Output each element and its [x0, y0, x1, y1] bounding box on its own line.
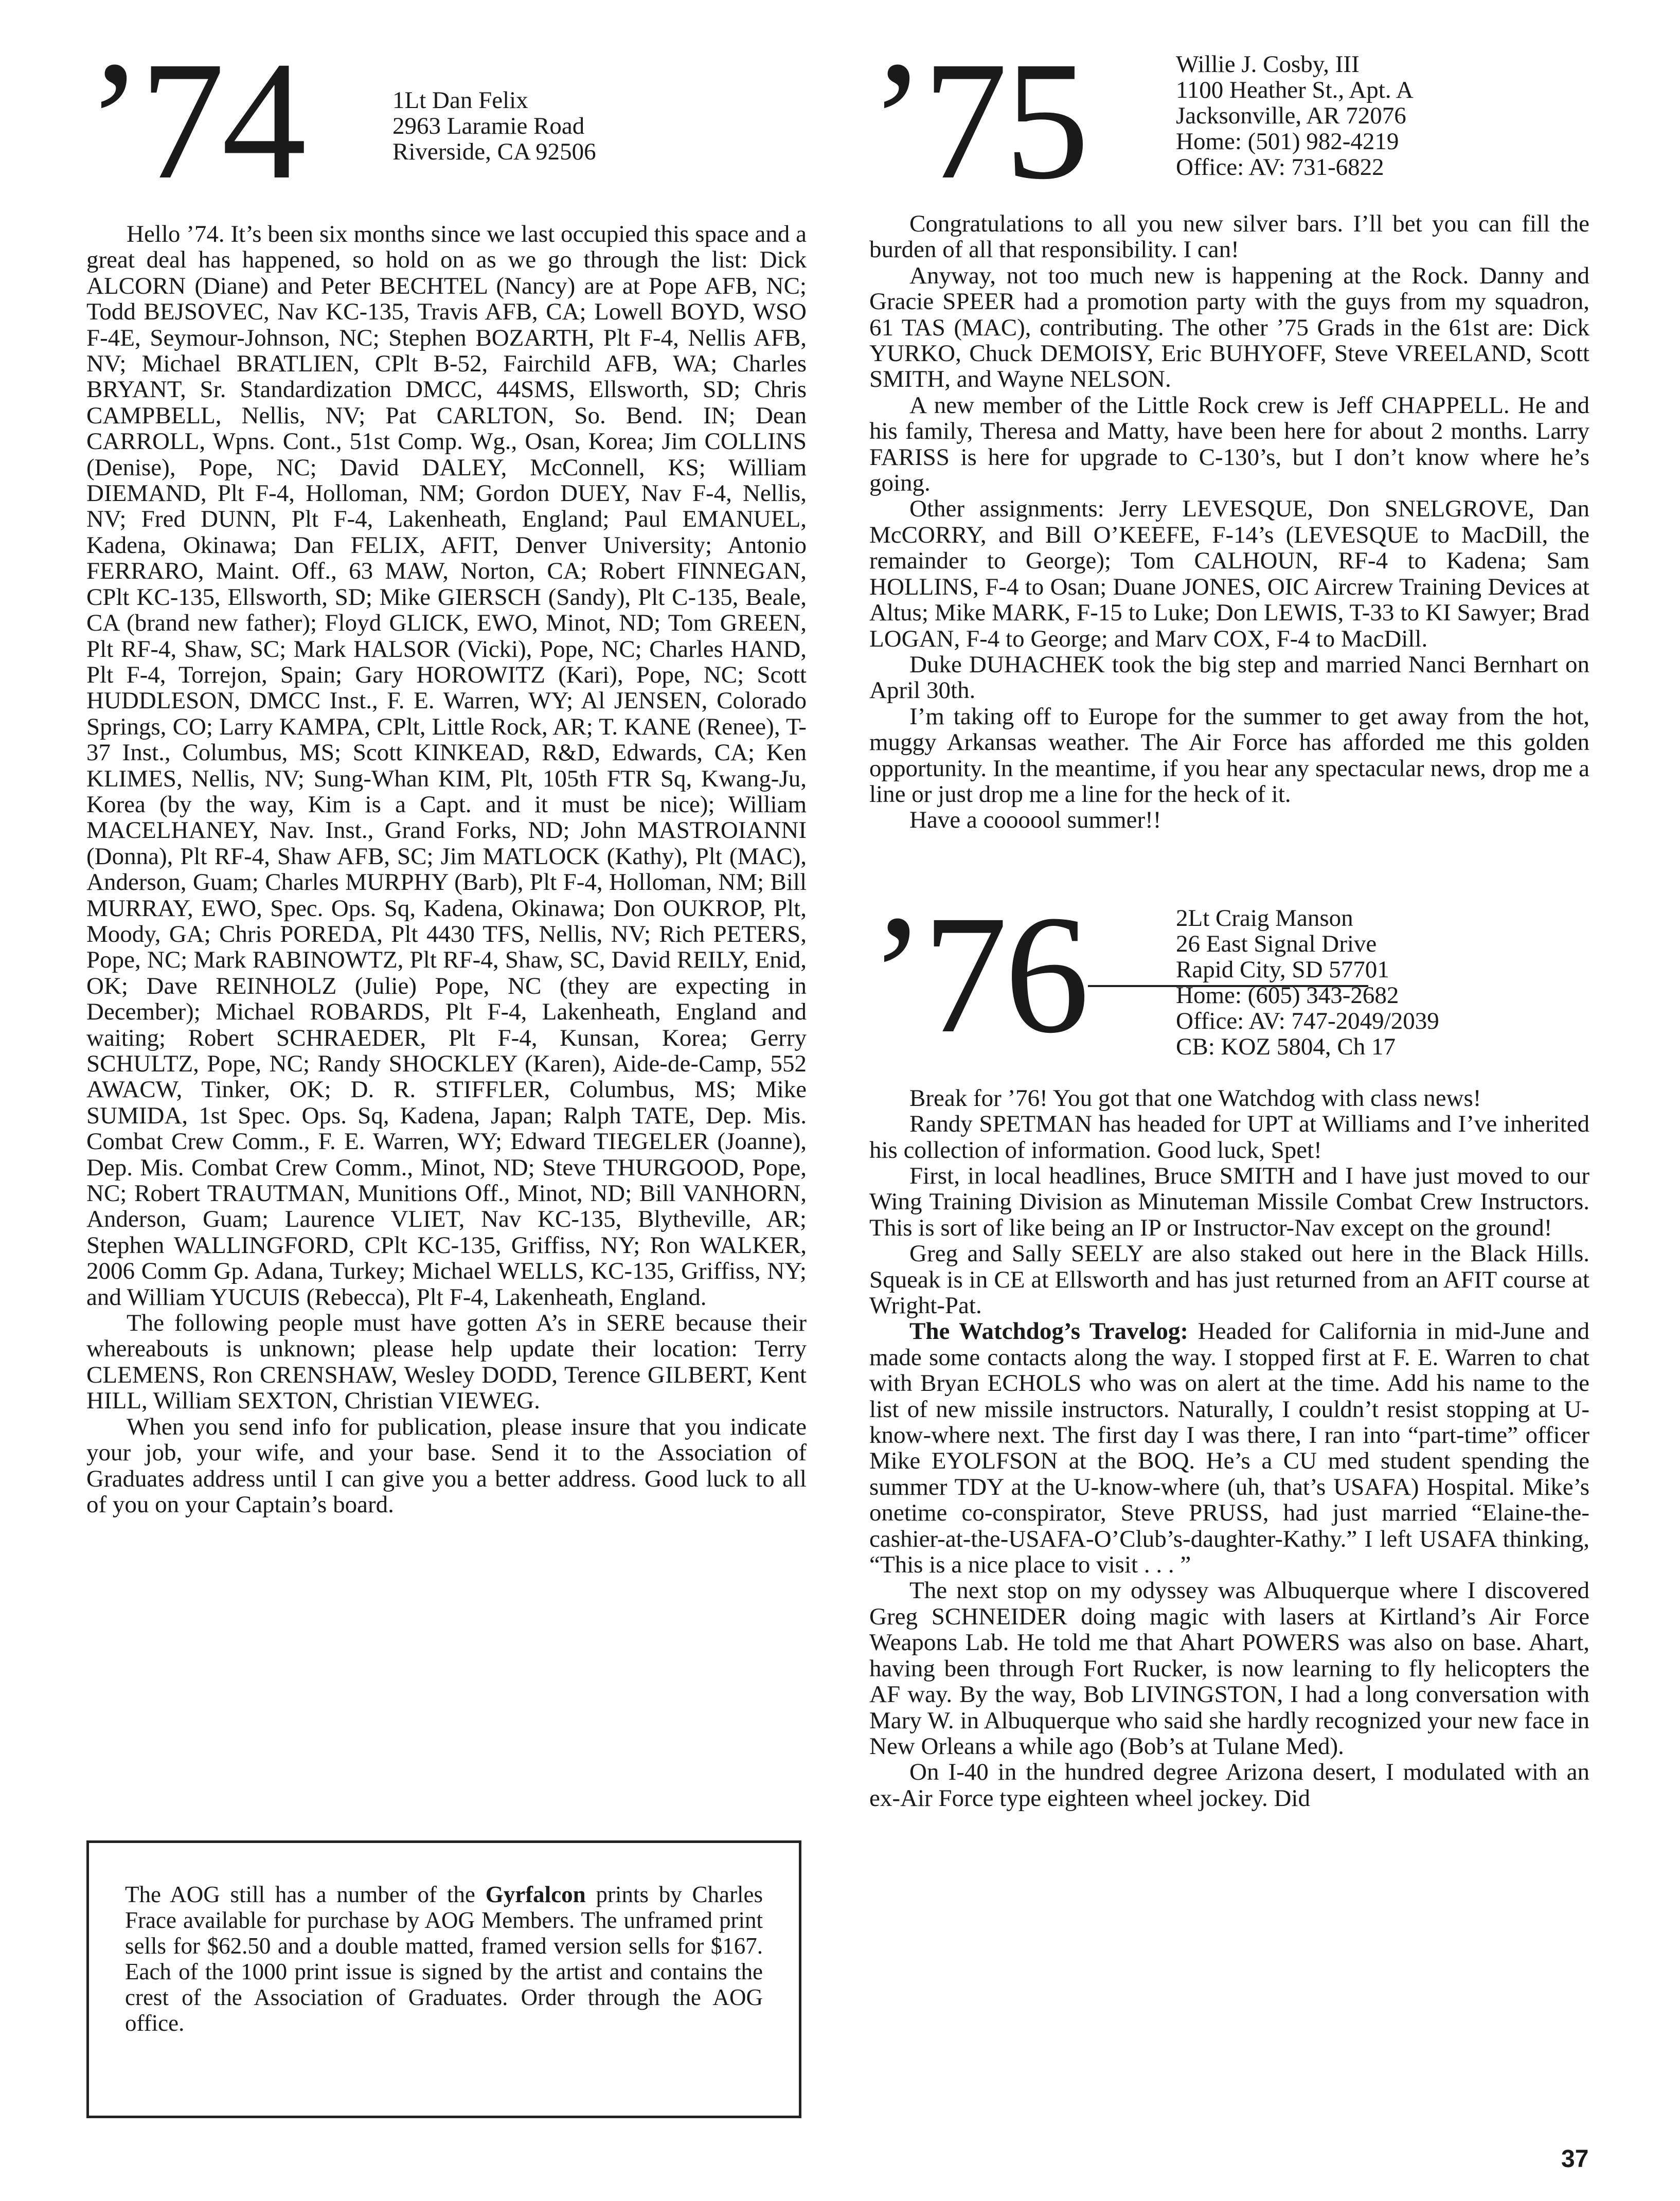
contact-line: 1Lt Dan Felix	[392, 87, 528, 114]
article-paragraph: Congratulations to all you new silver bars. I’ll bet you can fill the burden of all that responsibility. I can!	[869, 210, 1589, 263]
notice-text-start: The AOG still has a number of the	[125, 1882, 486, 1907]
gyrfalcon-print-notice	[86, 1840, 801, 2118]
article-paragraph: Greg and Sally SEELY are also staked out here in the Black Hills. Squeak is in CE at Ellsworth and has just returned from an AFIT course at Wright-Pat.	[869, 1240, 1589, 1319]
contact-line: 2Lt Craig Manson	[1176, 904, 1353, 932]
article-paragraph: When you send info for publication, please insure that you indicate your job, your wife, and your base. Send it to the Association of Graduates address until I can give you a better address. Good luck to all of you on your Captain’s board.	[86, 1413, 807, 1518]
section-divider	[1088, 985, 1368, 987]
travelog-heading: The Watchdog’s Travelog:	[909, 1318, 1189, 1345]
article-paragraph: Anyway, not too much new is happening at the Rock. Danny and Gracie SPEER had a promotion party with the guys from my squadron, 61 TAS (MAC), contributing. The other ’75 Grads in the 61st are: Dick YURKO, Chuck DEMOISY, Eric BUHYOFF, Steve VREELAND, Scott SMITH, and Wayne NELSON.	[869, 262, 1589, 393]
article-paragraph: Have a coooool summer!!	[909, 807, 1161, 834]
class-75-header	[869, 27, 1589, 214]
article-paragraph: Randy SPETMAN has headed for UPT at Williams and I’ve inherited his collection of information. Good luck, Spet!	[869, 1111, 1589, 1164]
class-76-correspondent	[1176, 905, 1439, 1060]
contact-line: Riverside, CA 92506	[392, 138, 596, 165]
travelog-text: Headed for California in mid-June and made some contacts along the way. I stopped first at F. E. Warren to chat with Bryan ECHOLS who was on alert at the time. Add his name to the list of new missile instructors. Naturally, I couldn’t resist stopping at U-know-where next. The first day I was there, I ran into “part-time” officer Mike EYOLFSON at the BOQ. He’s a CU med student spending the summer TDY at the U-know-where (uh, that’s USAFA) Hospital. Mike’s onetime co-conspirator, Steve PRUSS, had just married “Elaine-the-cashier-at-the-USAFA-O’Club’s-daughter-Kathy.” I left USAFA thinking, “This is a nice place to visit . . . ”	[869, 1318, 1589, 1579]
notice-text	[125, 1882, 763, 2036]
contact-line: Jacksonville, AR 72076	[1176, 102, 1406, 129]
class-75-correspondent	[1176, 51, 1414, 180]
class-74-column	[86, 27, 807, 1518]
contact-line: Willie J. Cosby, III	[1176, 51, 1360, 78]
article-paragraph: A new member of the Little Rock crew is Jeff CHAPPELL. He and his family, Theresa and Matty, have been here for about 2 months. Larry FARISS is here for upgrade to C-130’s, but I don’t know where he’s going.	[869, 391, 1589, 497]
class-76-body	[869, 1085, 1589, 1811]
page-number: 37	[1561, 2145, 1589, 2173]
class-year-75: ’75	[869, 27, 1086, 214]
contact-line: Office: AV: 731-6822	[1176, 154, 1384, 181]
class-year-76: ’76	[869, 880, 1086, 1068]
article-paragraph: Hello ’74. It’s been six months since we last occupied this space and a great deal has happened, so hold on as we go through the list: Dick ALCORN (Diane) and Peter BECHTEL (Nancy) are at Pope AFB, NC; Todd BEJSOVEC, Nav KC-135, Travis AFB, CA; Lowell BOYD, WSO F-4E, Seymour-Johnson, NC; Stephen BOZARTH, Plt F-4, Nellis AFB, NV; Michael BRATLIEN, CPlt B-52, Fairchild AFB, WA; Charles BRYANT, Sr. Standardization DMCC, 44SMS, Ellsworth, SD; Chris CAMPBELL, Nellis, NV; Pat CARLTON, So. Bend. IN; Dean CARROLL, Wpns. Cont., 51st Comp. Wg., Osan, Korea; Jim COLLINS (Denise), Pope, NC; David DALEY, McConnell, KS; William DIEMAND, Plt F-4, Holloman, NM; Gordon DUEY, Nav F-4, Nellis, NV; Fred DUNN, Plt F-4, Lakenheath, England; Paul EMANUEL, Kadena, Okinawa; Dan FELIX, AFIT, Denver University; Antonio FERRARO, Maint. Off., 63 MAW, Norton, CA; Robert FINNEGAN, CPlt KC-135, Ellsworth, SD; Mike GIERSCH (Sandy), Plt C-135, Beale, CA (brand new father); Floyd GLICK, EWO, Minot, ND; Tom GREEN, Plt RF-4, Shaw, SC; Mark HALSOR (Vicki), Pope, NC; Charles HAND, Plt F-4, Torrejon, Spain; Gary HOROWITZ (Kari), Pope, NC; Scott HUDDLESON, DMCC Inst., F. E. Warren, WY; Al JENSEN, Colorado Springs, CO; Larry KAMPA, CPlt, Little Rock, AR; T. KANE (Renee), T-37 Inst., Columbus, MS; Scott KINKEAD, R&D, Edwards, CA; Ken KLIMES, Nellis, NV; Sung-Whan KIM, Plt, 105th FTR Sq, Kwang-Ju, Korea (by the way, Kim is a Capt. and it must be nice); William MACELHANEY, Nav. Inst., Grand Forks, ND; John MASTROIANNI (Donna), Plt RF-4, Shaw AFB, SC; Jim MATLOCK (Kathy), Plt (MAC), Anderson, Guam; Charles MURPHY (Barb), Plt F-4, Holloman, NM; Bill MURRAY, EWO, Spec. Ops. Sq, Kadena, Okinawa; Don OUKROP, Plt, Moody, GA; Chris POREDA, Plt 4430 TFS, Nellis, NV; Rich PETERS, Pope, NC; Mark RABINOWTZ, Plt RF-4, Shaw, SC, David REILY, Enid, OK; Dave REINHOLZ (Julie) Pope, NC (they are expecting in December); Michael ROBARDS, Plt F-4, Lakenheath, England and waiting; Robert SCHRAEDER, Plt F-4, Kunsan, Korea; Gerry SCHULTZ, Pope, NC; Randy SHOCKLEY (Karen), Aide-de-Camp, 552 AWACW, Tinker, OK; D. R. STIFFLER, Columbus, MS; Mike SUMIDA, 1st Spec. Ops. Sq, Kadena, Japan; Ralph TATE, Dep. Mis. Combat Crew Comm., F. E. Warren, WY; Edward TIEGELER (Joanne), Dep. Mis. Combat Crew Comm., Minot, ND; Steve THURGOOD, Pope, NC; Robert TRAUTMAN, Munitions Off., Minot, ND; Bill VANHORN, Anderson, Guam; Laurence VLIET, Nav KC-135, Blytheville, AR; Stephen WALLINGFORD, CPlt KC-135, Griffiss, NY; Ron WALKER, 2006 Comm Gp. Adana, Turkey; Michael WELLS, KC-135, Griffiss, NY; and William YUCUIS (Rebecca), Plt F-4, Lakenheath, England.	[86, 221, 807, 1311]
class-76-header	[869, 880, 1589, 1085]
contact-line: Home: (501) 982-4219	[1176, 128, 1399, 155]
notice-text-end: prints by Charles Frace available for purchase by AOG Members. The unframed print sells for $62.50 and a double matted, framed version sells for $167. Each of the 1000 print issue is signed by the artist and contains the crest of the Association of Graduates. Order through the AOG office.	[125, 1882, 763, 2036]
article-paragraph: I’m taking off to Europe for the summer to get away from the hot, muggy Arkansas weather. The Air Force has afforded me this golden opportunity. In the meantime, if you hear any spectacular news, drop me a line or just drop me a line for the heck of it.	[869, 703, 1589, 808]
article-paragraph: On I-40 in the hundred degree Arizona desert, I modulated with an ex-Air Force type eighteen wheel jockey. Did	[869, 1759, 1589, 1812]
contact-line: 26 East Signal Drive	[1176, 930, 1377, 957]
article-paragraph: First, in local headlines, Bruce SMITH and I have just moved to our Wing Training Division as Minuteman Missile Combat Crew Instructors. This is sort of like being an IP or Instructor-Nav except on the ground!	[869, 1162, 1589, 1241]
class-75-body	[869, 211, 1589, 833]
contact-line: Rapid City, SD 57701	[1176, 956, 1389, 983]
contact-line: CB: KOZ 5804, Ch 17	[1176, 1033, 1396, 1060]
class-75-76-column	[869, 27, 1589, 1812]
class-74-header	[86, 27, 807, 221]
contact-line: Office: AV: 747-2049/2039	[1176, 1007, 1439, 1034]
contact-line: 1100 Heather St., Apt. A	[1176, 77, 1414, 103]
article-paragraph: Duke DUHACHEK took the big step and married Nanci Bernhart on April 30th.	[869, 651, 1589, 704]
contact-line: 2963 Laramie Road	[392, 113, 585, 139]
contact-line: Home: (605) 343-2682	[1176, 981, 1399, 1009]
class-74-body	[86, 221, 807, 1517]
article-paragraph: Other assignments: Jerry LEVESQUE, Don SNELGROVE, Dan McCORRY, and Bill O’KEEFE, F-14’s (LEVESQUE to MacDill, the remainder to George); Tom CALHOUN, RF-4 to Kadena; Sam HOLLINS, F-4 to Osan; Duane JONES, OIC Aircrew Training Devices at Altus; Mike MARK, F-15 to Luke; Don LEWIS, T-33 to KI Sawyer; Brad LOGAN, F-4 to George; and Marv COX, F-4 to MacDill.	[869, 495, 1589, 652]
class-year-74: ’74	[86, 27, 303, 214]
article-paragraph: The following people must have gotten A’s in SERE because their whereabouts is unknown; please help update their location: Terry CLEMENS, Ron CRENSHAW, Wesley DODD, Terence GILBERT, Kent HILL, William SEXTON, Christian VIEWEG.	[86, 1310, 807, 1415]
article-paragraph: The next stop on my odyssey was Albuquerque where I discovered Greg SCHNEIDER doing magic with lasers at Kirtland’s Air Force Weapons Lab. He told me that Ahart POWERS was also on base. Ahart, having been through Fort Rucker, is now learning to fly helicopters the AF way. By the way, Bob LIVINGSTON, I had a long conversation with Mary W. in Albuquerque who said she hardly recognized your new face in New Orleans a while ago (Bob’s at Tulane Med).	[869, 1577, 1589, 1760]
article-paragraph: Break for ’76! You got that one Watchdog with class news!	[909, 1084, 1481, 1112]
gyrfalcon-title: Gyrfalcon	[485, 1882, 586, 1907]
travelog-paragraph	[869, 1318, 1589, 1578]
class-74-correspondent	[392, 87, 596, 165]
